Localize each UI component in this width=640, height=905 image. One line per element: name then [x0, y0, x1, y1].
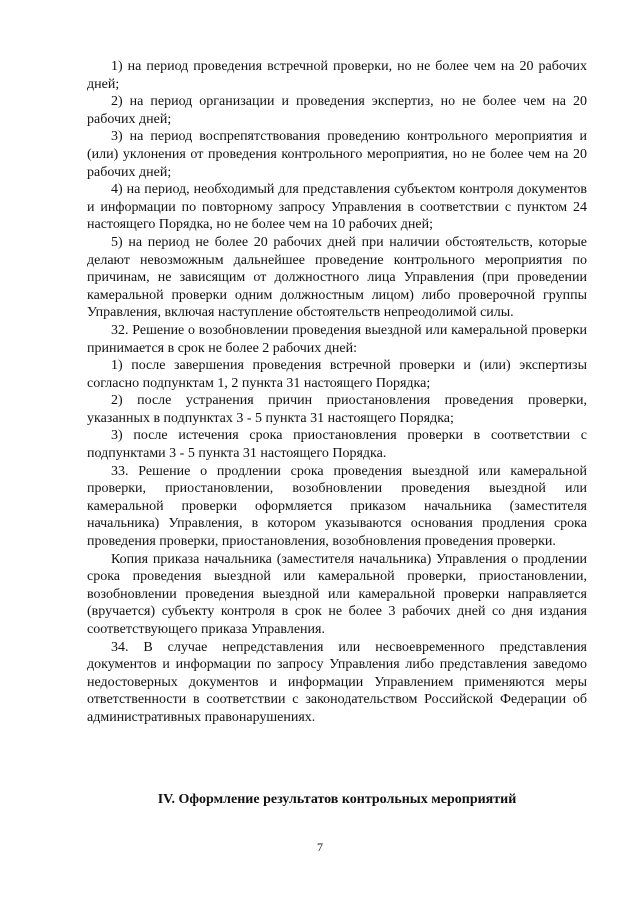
- paragraph: 2) на период организации и проведения экспертиз, но не более чем на 20 рабочих дней;: [87, 94, 587, 127]
- paragraph: Копия приказа начальника (заместителя начальника) Управления о продлении срока проведения выездной или камеральной проверки, приостановлении, возобновлении проведения выездной или камеральной проверки направляется (вручается) субъекту контроля в срок не более 3 рабочих дней со дня издания соответствующего приказа Управления.: [87, 551, 587, 637]
- paragraph: 3) на период воспрепятствования проведению контрольного мероприятия и (или) уклонения от проведения контрольного мероприятия, но не более чем на 20 рабочих дней;: [87, 129, 587, 180]
- paragraph: 2) после устранения причин приостановления проведения проверки, указанных в подпунктах 3 - 5 пункта 31 настоящего Порядка;: [87, 393, 587, 426]
- body-text: [87, 58, 587, 727]
- paragraph: 34. В случае непредставления или несвоевременного представления документов и информации по запросу Управления либо представления заведомо недостоверных документов и информации Управлением применяются меры ответственности в соответствии с законодательством Российской Федерации об административных правонарушениях.: [87, 639, 587, 725]
- paragraph: 5) на период не более 20 рабочих дней при наличии обстоятельств, которые делают невозможным дальнейшее проведение контрольного мероприятия по причинам, не зависящим от должностного лица Управления (при проведении камеральной проверки одним должностным лицом) либо проверочной группы Управления, включая наступление обстоятельств непреодолимой силы.: [87, 234, 587, 321]
- paragraph: 33. Решение о продлении срока проведения выездной или камеральной проверки, приостановлении, возобновлении проведения выездной или камеральной проверки оформляется приказом начальника (заместителя начальника) Управления, в котором указываются основания продления срока проведения проверки, приостановления, возобновления проведения проверки.: [87, 463, 587, 550]
- paragraph: 1) на период проведения встречной проверки, но не более чем на 20 рабочих дней;: [87, 59, 587, 92]
- paragraph: 1) после завершения проведения встречной проверки и (или) экспертизы согласно подпунктам 1, 2 пункта 31 настоящего Порядка;: [87, 358, 587, 391]
- paragraph: 4) на период, необходимый для представления субъектом контроля документов и информации по повторному запросу Управления в соответствии с пунктом 24 настоящего Порядка, но не более чем на 10 рабочих дней;: [87, 182, 587, 233]
- page-number: 7: [317, 840, 323, 854]
- paragraph: 32. Решение о возобновлении проведения выездной или камеральной проверки принимается в срок не более 2 рабочих дней:: [87, 322, 587, 356]
- paragraph: 3) после истечения срока приостановления проверки в соответствии с подпунктами 3 - 5 пункта 31 настоящего Порядка.: [87, 428, 587, 462]
- section-heading: IV. Оформление результатов контрольных мероприятий: [157, 792, 517, 807]
